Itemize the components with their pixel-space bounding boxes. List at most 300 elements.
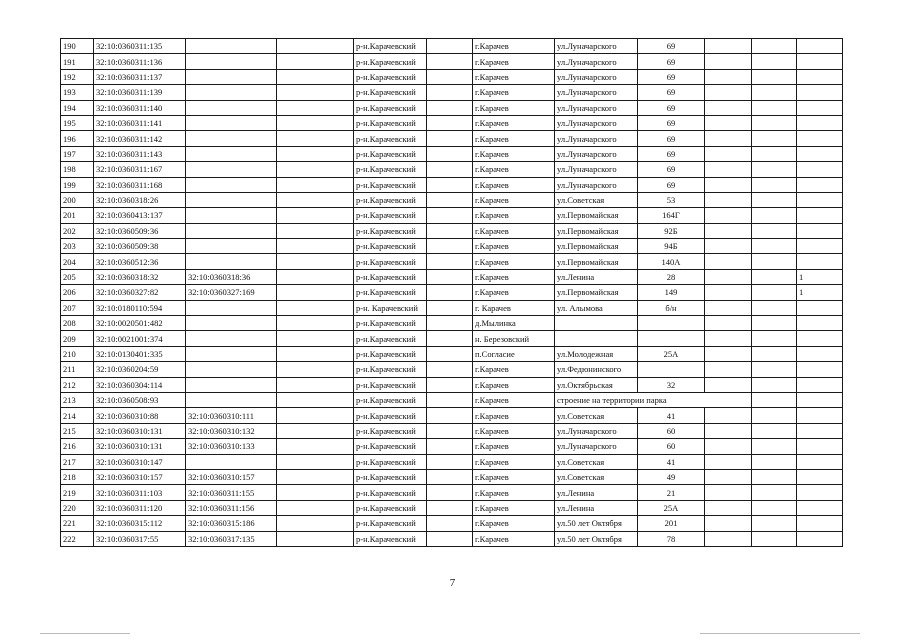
extra-cell [277, 469, 354, 484]
extra-cell [277, 377, 354, 392]
settlement-cell: г.Карачев [473, 146, 555, 161]
row-number-cell: 202 [61, 223, 94, 238]
house-number-cell: 28 [638, 269, 705, 284]
cadastral-number-cell: 32:10:0180110:594 [94, 300, 186, 315]
blank-cell [427, 177, 473, 192]
cadastral-number-cell: 32:10:0360311:142 [94, 131, 186, 146]
settlement-cell: г.Карачев [473, 85, 555, 100]
property-registry-table [60, 38, 843, 547]
blank-cell [427, 131, 473, 146]
cadastral-number-2-cell [186, 300, 277, 315]
extra-cell [277, 346, 354, 361]
extra-cell [797, 377, 843, 392]
house-number-cell: 164Г [638, 208, 705, 223]
table-row [61, 423, 843, 438]
settlement-cell: г.Карачев [473, 54, 555, 69]
cadastral-number-cell: 32:10:0360310:131 [94, 439, 186, 454]
house-number-cell: 94Б [638, 239, 705, 254]
street-cell: ул.50 лет Октября [555, 516, 638, 531]
extra-cell [705, 346, 752, 361]
row-number-cell: 190 [61, 39, 94, 54]
extra-cell [752, 485, 797, 500]
blank-cell [427, 316, 473, 331]
extra-cell [752, 300, 797, 315]
extra-cell [277, 223, 354, 238]
street-cell: ул.Первомайская [555, 239, 638, 254]
district-cell: р-н.Карачевский [354, 208, 427, 223]
district-cell: р-н. Карачевский [354, 300, 427, 315]
blank-cell [427, 362, 473, 377]
blank-cell [427, 223, 473, 238]
district-cell: р-н.Карачевский [354, 516, 427, 531]
table-row [61, 131, 843, 146]
blank-cell [427, 346, 473, 361]
cadastral-number-cell: 32:10:0360317:55 [94, 531, 186, 546]
table-row [61, 300, 843, 315]
scan-edge-mark [700, 633, 860, 634]
table-row [61, 239, 843, 254]
blank-cell [427, 500, 473, 515]
district-cell: р-н.Карачевский [354, 54, 427, 69]
district-cell: р-н.Карачевский [354, 269, 427, 284]
district-cell: р-н.Карачевский [354, 285, 427, 300]
table-row [61, 285, 843, 300]
row-number-cell: 222 [61, 531, 94, 546]
table-row [61, 469, 843, 484]
street-cell: ул.Ленина [555, 269, 638, 284]
district-cell: р-н.Карачевский [354, 408, 427, 423]
street-cell: ул.Луначарского [555, 54, 638, 69]
blank-cell [427, 285, 473, 300]
table-row [61, 485, 843, 500]
extra-cell [797, 177, 843, 192]
extra-cell [797, 316, 843, 331]
district-cell: р-н.Карачевский [354, 115, 427, 130]
extra-cell [752, 54, 797, 69]
settlement-cell: г.Карачев [473, 39, 555, 54]
extra-cell [797, 362, 843, 377]
table-row [61, 408, 843, 423]
row-number-cell: 195 [61, 115, 94, 130]
settlement-cell: г.Карачев [473, 208, 555, 223]
district-cell: р-н.Карачевский [354, 162, 427, 177]
house-number-cell: 69 [638, 162, 705, 177]
extra-cell [705, 485, 752, 500]
extra-cell [797, 254, 843, 269]
blank-cell [427, 516, 473, 531]
cadastral-number-cell: 32:10:0360311:136 [94, 54, 186, 69]
extra-cell [705, 469, 752, 484]
extra-cell [752, 192, 797, 207]
house-number-cell: 69 [638, 100, 705, 115]
cadastral-number-cell: 32:10:0360311:167 [94, 162, 186, 177]
extra-cell [705, 362, 752, 377]
cadastral-number-2-cell [186, 115, 277, 130]
extra-cell [797, 192, 843, 207]
extra-cell [277, 516, 354, 531]
blank-cell [427, 392, 473, 407]
house-number-cell: 78 [638, 531, 705, 546]
extra-cell [752, 39, 797, 54]
house-number-cell: 201 [638, 516, 705, 531]
street-cell: ул.Ленина [555, 485, 638, 500]
row-number-cell: 219 [61, 485, 94, 500]
blank-cell [427, 269, 473, 284]
row-number-cell: 221 [61, 516, 94, 531]
table-row [61, 392, 843, 407]
cadastral-number-cell: 32:10:0360509:36 [94, 223, 186, 238]
blank-cell [427, 208, 473, 223]
extra-cell [277, 131, 354, 146]
house-number-cell: 25А [638, 346, 705, 361]
extra-cell [705, 316, 752, 331]
settlement-cell: г.Карачев [473, 285, 555, 300]
row-number-cell: 213 [61, 392, 94, 407]
house-number-cell: 69 [638, 85, 705, 100]
extra-cell [705, 162, 752, 177]
extra-cell [797, 423, 843, 438]
extra-cell [797, 439, 843, 454]
cadastral-number-cell: 32:10:0360310:157 [94, 469, 186, 484]
blank-cell [427, 331, 473, 346]
settlement-cell: г.Карачев [473, 439, 555, 454]
extra-cell [752, 285, 797, 300]
house-number-cell: 69 [638, 131, 705, 146]
extra-cell [752, 331, 797, 346]
extra-cell [797, 485, 843, 500]
street-cell: ул.Первомайская [555, 208, 638, 223]
cadastral-number-2-cell: 32:10:0360315:186 [186, 516, 277, 531]
extra-cell [705, 439, 752, 454]
settlement-cell: г.Карачев [473, 69, 555, 84]
extra-cell [705, 254, 752, 269]
settlement-cell: г.Карачев [473, 392, 555, 407]
house-number-cell: 49 [638, 469, 705, 484]
extra-cell [797, 100, 843, 115]
extra-cell [752, 239, 797, 254]
extra-cell [797, 331, 843, 346]
blank-cell [427, 146, 473, 161]
settlement-cell: г.Карачев [473, 485, 555, 500]
extra-cell [277, 485, 354, 500]
settlement-cell: п.Согласие [473, 346, 555, 361]
district-cell: р-н.Карачевский [354, 500, 427, 515]
extra-cell [705, 454, 752, 469]
extra-cell [705, 223, 752, 238]
table-row [61, 362, 843, 377]
blank-cell [427, 162, 473, 177]
cadastral-number-cell: 32:10:0360509:38 [94, 239, 186, 254]
row-number-cell: 199 [61, 177, 94, 192]
extra-cell [752, 516, 797, 531]
extra-cell [752, 392, 797, 407]
house-number-cell [638, 316, 705, 331]
street-cell: ул.Советская [555, 408, 638, 423]
row-number-cell: 216 [61, 439, 94, 454]
row-number-cell: 212 [61, 377, 94, 392]
street-cell: ул.Первомайская [555, 254, 638, 269]
cadastral-number-cell: 32:10:0360512:36 [94, 254, 186, 269]
district-cell: р-н.Карачевский [354, 69, 427, 84]
extra-cell [705, 331, 752, 346]
extra-cell [705, 54, 752, 69]
extra-cell [705, 423, 752, 438]
extra-cell [705, 300, 752, 315]
extra-cell [752, 316, 797, 331]
extra-cell [277, 392, 354, 407]
extra-cell: 1 [797, 285, 843, 300]
blank-cell [427, 254, 473, 269]
table-body [61, 39, 843, 547]
district-cell: р-н.Карачевский [354, 454, 427, 469]
district-cell: р-н.Карачевский [354, 192, 427, 207]
district-cell: р-н.Карачевский [354, 531, 427, 546]
house-number-cell [638, 362, 705, 377]
cadastral-number-cell: 32:10:0360310:147 [94, 454, 186, 469]
settlement-cell: г.Карачев [473, 500, 555, 515]
house-number-cell: 53 [638, 192, 705, 207]
extra-cell [277, 100, 354, 115]
cadastral-number-cell: 32:10:0360413:137 [94, 208, 186, 223]
row-number-cell: 201 [61, 208, 94, 223]
table-row [61, 223, 843, 238]
extra-cell [797, 408, 843, 423]
extra-cell [797, 69, 843, 84]
settlement-cell: г.Карачев [473, 177, 555, 192]
house-number-cell: 21 [638, 485, 705, 500]
blank-cell [427, 85, 473, 100]
district-cell: р-н.Карачевский [354, 146, 427, 161]
extra-cell [752, 454, 797, 469]
extra-cell [752, 408, 797, 423]
extra-cell [277, 239, 354, 254]
extra-cell [277, 331, 354, 346]
extra-cell [752, 177, 797, 192]
extra-cell [277, 39, 354, 54]
table-row [61, 192, 843, 207]
street-cell: ул. Алымова [555, 300, 638, 315]
district-cell: р-н.Карачевский [354, 85, 427, 100]
street-cell: ул.Молодежная [555, 346, 638, 361]
settlement-cell: г. Карачев [473, 300, 555, 315]
row-number-cell: 204 [61, 254, 94, 269]
blank-cell [427, 408, 473, 423]
blank-cell [427, 239, 473, 254]
extra-cell [752, 346, 797, 361]
row-number-cell: 197 [61, 146, 94, 161]
extra-cell [752, 208, 797, 223]
extra-cell [752, 469, 797, 484]
blank-cell [427, 454, 473, 469]
extra-cell [797, 162, 843, 177]
extra-cell [752, 531, 797, 546]
extra-cell [705, 177, 752, 192]
row-number-cell: 196 [61, 131, 94, 146]
district-cell: р-н.Карачевский [354, 469, 427, 484]
page-number: 7 [449, 577, 456, 589]
cadastral-number-2-cell: 32:10:0360310:157 [186, 469, 277, 484]
house-number-cell: 69 [638, 177, 705, 192]
extra-cell [797, 346, 843, 361]
row-number-cell: 218 [61, 469, 94, 484]
extra-cell [797, 500, 843, 515]
extra-cell [752, 254, 797, 269]
street-cell: ул.Луначарского [555, 146, 638, 161]
row-number-cell: 198 [61, 162, 94, 177]
cadastral-number-2-cell: 32:10:0360311:155 [186, 485, 277, 500]
settlement-cell: д.Мылинка [473, 316, 555, 331]
row-number-cell: 203 [61, 239, 94, 254]
cadastral-number-2-cell [186, 146, 277, 161]
table-row [61, 69, 843, 84]
street-cell: ул.Луначарского [555, 131, 638, 146]
street-cell [555, 316, 638, 331]
settlement-cell: г.Карачев [473, 377, 555, 392]
settlement-cell: г.Карачев [473, 100, 555, 115]
extra-cell [705, 85, 752, 100]
district-cell: р-н.Карачевский [354, 392, 427, 407]
extra-cell [797, 469, 843, 484]
extra-cell [797, 454, 843, 469]
table-row [61, 100, 843, 115]
cadastral-number-2-cell [186, 454, 277, 469]
district-cell: р-н.Карачевский [354, 131, 427, 146]
settlement-cell: г.Карачев [473, 454, 555, 469]
district-cell: р-н.Карачевский [354, 423, 427, 438]
row-number-cell: 215 [61, 423, 94, 438]
extra-cell [277, 269, 354, 284]
cadastral-number-2-cell: 32:10:0360317:135 [186, 531, 277, 546]
table-row [61, 162, 843, 177]
street-cell: ул.Луначарского [555, 439, 638, 454]
extra-cell [797, 115, 843, 130]
table-row [61, 377, 843, 392]
extra-cell [752, 269, 797, 284]
house-number-cell: 41 [638, 454, 705, 469]
extra-cell [705, 131, 752, 146]
district-cell: р-н.Карачевский [354, 346, 427, 361]
street-cell: ул.Луначарского [555, 69, 638, 84]
district-cell: р-н.Карачевский [354, 316, 427, 331]
street-cell: ул.Луначарского [555, 423, 638, 438]
cadastral-number-cell: 32:10:0360311:135 [94, 39, 186, 54]
cadastral-number-cell: 32:10:0360304:114 [94, 377, 186, 392]
cadastral-number-cell: 32:10:0360311:139 [94, 85, 186, 100]
extra-cell [277, 316, 354, 331]
extra-cell [277, 439, 354, 454]
street-cell: ул.Октябрьская [555, 377, 638, 392]
cadastral-number-2-cell [186, 377, 277, 392]
blank-cell [427, 100, 473, 115]
row-number-cell: 220 [61, 500, 94, 515]
street-cell: ул.Луначарского [555, 39, 638, 54]
settlement-cell: г.Карачев [473, 115, 555, 130]
extra-cell: 1 [797, 269, 843, 284]
house-number-cell: 92Б [638, 223, 705, 238]
district-cell: р-н.Карачевский [354, 100, 427, 115]
cadastral-number-cell: 32:10:0360311:120 [94, 500, 186, 515]
cadastral-number-cell: 32:10:0020501:482 [94, 316, 186, 331]
extra-cell [797, 54, 843, 69]
blank-cell [427, 69, 473, 84]
extra-cell [797, 239, 843, 254]
extra-cell [752, 146, 797, 161]
house-number-cell: 60 [638, 439, 705, 454]
cadastral-number-cell: 32:10:0360310:88 [94, 408, 186, 423]
settlement-cell: г.Карачев [473, 223, 555, 238]
settlement-cell: г.Карачев [473, 423, 555, 438]
blank-cell [427, 469, 473, 484]
street-cell: ул.Луначарского [555, 100, 638, 115]
settlement-cell: г.Карачев [473, 131, 555, 146]
house-number-cell [638, 331, 705, 346]
street-cell [555, 331, 638, 346]
street-cell: ул.Луначарского [555, 162, 638, 177]
extra-cell [277, 531, 354, 546]
blank-cell [427, 423, 473, 438]
settlement-cell: г.Карачев [473, 362, 555, 377]
extra-cell [797, 131, 843, 146]
extra-cell [752, 362, 797, 377]
extra-cell [752, 69, 797, 84]
blank-cell [427, 192, 473, 207]
extra-cell [277, 69, 354, 84]
table-row [61, 177, 843, 192]
cadastral-number-2-cell: 32:10:0360310:132 [186, 423, 277, 438]
cadastral-number-2-cell [186, 331, 277, 346]
table-row [61, 500, 843, 515]
district-cell: р-н.Карачевский [354, 239, 427, 254]
street-cell: ул.Луначарского [555, 177, 638, 192]
cadastral-number-2-cell: 32:10:0360311:156 [186, 500, 277, 515]
cadastral-number-2-cell [186, 177, 277, 192]
extra-cell [705, 208, 752, 223]
scan-edge-mark [40, 633, 130, 634]
cadastral-number-2-cell [186, 162, 277, 177]
extra-cell [752, 100, 797, 115]
blank-cell [427, 54, 473, 69]
extra-cell [277, 162, 354, 177]
extra-cell [277, 300, 354, 315]
settlement-cell: г.Карачев [473, 516, 555, 531]
settlement-cell: г.Карачев [473, 531, 555, 546]
settlement-cell: г.Карачев [473, 239, 555, 254]
row-number-cell: 217 [61, 454, 94, 469]
row-number-cell: 192 [61, 69, 94, 84]
table-row [61, 85, 843, 100]
row-number-cell: 200 [61, 192, 94, 207]
row-number-cell: 206 [61, 285, 94, 300]
street-cell: ул.Луначарского [555, 85, 638, 100]
extra-cell [705, 285, 752, 300]
cadastral-number-cell: 32:10:0360311:103 [94, 485, 186, 500]
cadastral-number-cell: 32:10:0360311:137 [94, 69, 186, 84]
extra-cell [277, 54, 354, 69]
table-row [61, 208, 843, 223]
extra-cell [752, 131, 797, 146]
extra-cell [277, 500, 354, 515]
extra-cell [705, 69, 752, 84]
row-number-cell: 205 [61, 269, 94, 284]
extra-cell [752, 162, 797, 177]
cadastral-number-2-cell [186, 346, 277, 361]
extra-cell [705, 531, 752, 546]
extra-cell [797, 516, 843, 531]
extra-cell [277, 454, 354, 469]
blank-cell [427, 439, 473, 454]
blank-cell [427, 300, 473, 315]
house-number-cell: 149 [638, 285, 705, 300]
